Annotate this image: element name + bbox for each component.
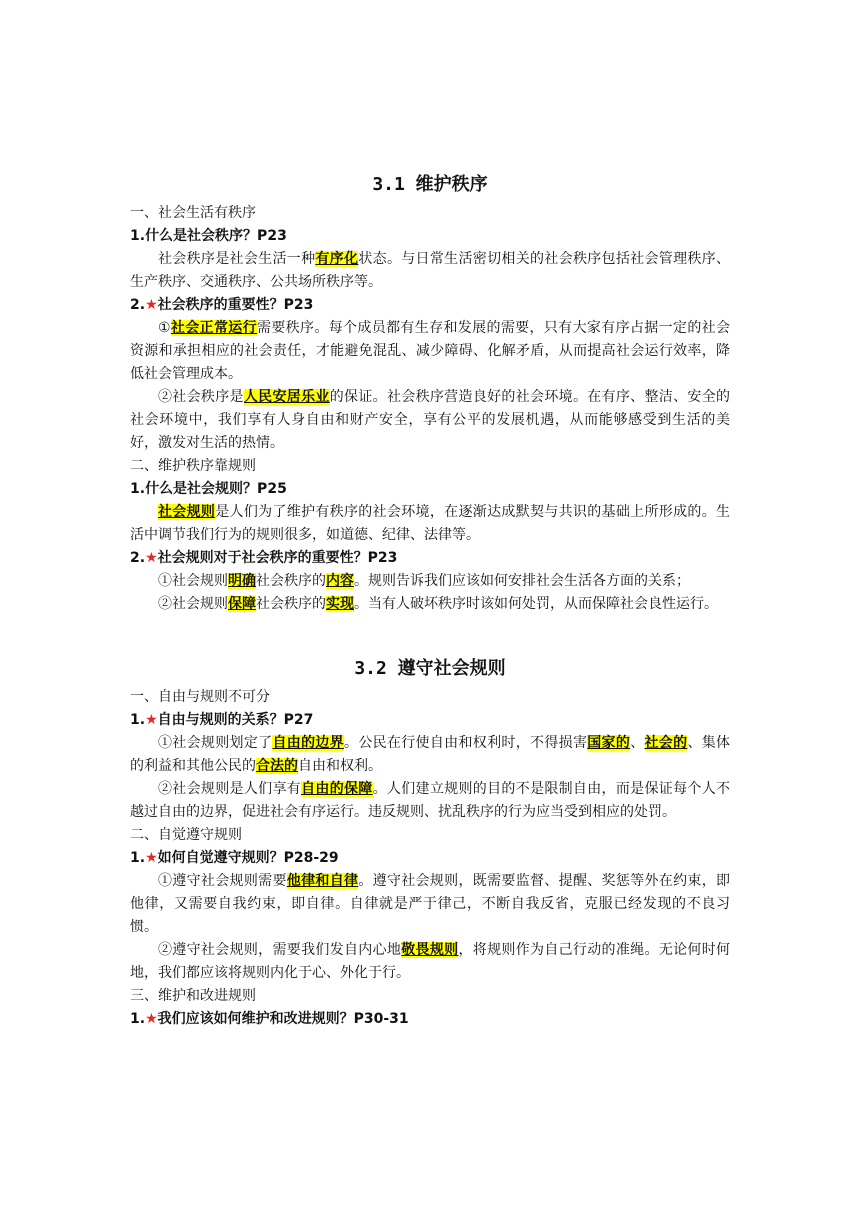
text-run: 。遵守社会规则，既需要监督、提醒、奖惩等外在约束，即他律，又需要自我约束，即自律。自律就是严于律己，不断自我反省，克服已经发现的不良习惯。 bbox=[130, 873, 731, 935]
star-icon: ★ bbox=[145, 550, 158, 566]
highlighted-keyword: 实现 bbox=[326, 596, 354, 612]
question-text: 如何自觉遵守规则？P28-29 bbox=[157, 850, 339, 866]
text-run: ②社会规则 bbox=[158, 596, 228, 612]
question-heading bbox=[130, 1008, 730, 1031]
document-page bbox=[130, 168, 730, 1031]
text-run: 。规则告诉我们应该如何安排社会生活各方面的关系； bbox=[354, 573, 690, 589]
answer-paragraph bbox=[130, 570, 730, 593]
question-number: 1. bbox=[130, 228, 146, 244]
text-run: ②社会规则是人们享有 bbox=[158, 781, 302, 797]
highlighted-keyword: 自由的保障 bbox=[301, 781, 373, 797]
star-icon: ★ bbox=[145, 850, 158, 866]
highlighted-keyword: 明确 bbox=[228, 573, 256, 589]
text-run: 社会秩序的 bbox=[256, 573, 326, 589]
highlighted-keyword: 敬畏规则 bbox=[401, 942, 459, 958]
text-run: ②社会秩序是 bbox=[158, 389, 244, 405]
text-run: 是人们为了维护有秩序的社会环境，在逐渐达成默契与共识的基础上所形成的。生活中调节我们行为的规则很多，如道德、纪律、法律等。 bbox=[130, 504, 731, 543]
section-heading: 二、自觉遵守规则 bbox=[130, 827, 242, 843]
question-heading bbox=[130, 547, 730, 570]
text-run: 需要秩序。每个成员都有生存和发展的需要，只有大家有序占据一定的社会资源和承担相应的社会责任，才能避免混乱、减少障碍、化解矛盾，从而提高社会运行效率，降低社会管理成本。 bbox=[130, 320, 731, 382]
question-text: 社会规则对于社会秩序的重要性？P23 bbox=[157, 550, 398, 566]
section-heading: 一、自由与规则不可分 bbox=[130, 689, 270, 705]
question-text: 社会秩序的重要性？P23 bbox=[157, 297, 314, 313]
text-run: 的保证。社会秩序营造良好的社会环境。在有序、整洁、安全的社会环境中，我们享有人身自由和财产安全，享有公平的发展机遇，从而能够感受到生活的美好，激发对生活的热情。 bbox=[130, 389, 731, 451]
highlighted-keyword: 合法的 bbox=[256, 758, 298, 774]
question-text: 什么是社会规则？P25 bbox=[145, 481, 287, 497]
text-run: 状态。与日常生活密切相关的社会秩序包括社会管理秩序、生产秩序、交通秩序、公共场所秩序等。 bbox=[130, 251, 731, 290]
section-heading: 二、维护秩序靠规则 bbox=[130, 458, 256, 474]
question-number: 1. bbox=[130, 712, 146, 728]
highlighted-keyword: 他律和自律 bbox=[286, 873, 359, 889]
highlighted-keyword: 内容 bbox=[326, 573, 354, 589]
text-run: ①社会规则 bbox=[158, 573, 228, 589]
question-heading bbox=[130, 225, 730, 248]
text-run: 。当有人破坏秩序时该如何处罚，从而保障社会良性运行。 bbox=[354, 596, 718, 612]
highlighted-keyword: 社会规则 bbox=[158, 504, 216, 520]
question-text: 什么是社会秩序？P23 bbox=[145, 228, 287, 244]
answer-paragraph bbox=[130, 870, 730, 939]
text-run: 自由和权利。 bbox=[298, 758, 382, 774]
text-run: 社会秩序的 bbox=[256, 596, 326, 612]
answer-paragraph bbox=[130, 732, 730, 778]
highlighted-keyword: 保障 bbox=[228, 596, 256, 612]
highlighted-keyword: 社会的 bbox=[644, 735, 688, 751]
highlighted-keyword: 有序化 bbox=[315, 251, 359, 267]
text-run: 、集体的利益和其他公民的 bbox=[130, 735, 731, 774]
text-run: ① bbox=[158, 320, 171, 336]
question-number: 1. bbox=[130, 1011, 146, 1027]
highlighted-keyword: 社会正常运行 bbox=[170, 320, 257, 336]
text-run: ①遵守社会规则需要 bbox=[158, 873, 287, 889]
star-icon: ★ bbox=[145, 297, 158, 313]
text-run: 、 bbox=[630, 735, 645, 751]
answer-paragraph bbox=[130, 317, 730, 386]
text-run: 。人们建立规则的目的不是限制自由，而是保证每个人不越过自由的边界，促进社会有序运行。违反规则、扰乱秩序的行为应当受到相应的处罚。 bbox=[130, 781, 731, 820]
section-heading: 一、社会生活有秩序 bbox=[130, 205, 256, 221]
text-run: 社会秩序是社会生活一种 bbox=[158, 251, 316, 267]
question-text: 自由与规则的关系？P27 bbox=[157, 712, 314, 728]
highlighted-keyword: 人民安居乐业 bbox=[243, 389, 330, 405]
question-text: 我们应该如何维护和改进规则？P30-31 bbox=[157, 1011, 409, 1027]
answer-paragraph bbox=[130, 501, 730, 547]
highlighted-keyword: 自由的边界 bbox=[272, 735, 345, 751]
question-heading bbox=[130, 709, 730, 732]
lesson-title: 3.2 遵守社会规则 bbox=[354, 658, 506, 679]
question-number: 2. bbox=[130, 550, 146, 566]
question-number: 1. bbox=[130, 481, 146, 497]
answer-paragraph bbox=[130, 386, 730, 455]
question-heading bbox=[130, 847, 730, 870]
answer-paragraph bbox=[130, 939, 730, 985]
star-icon: ★ bbox=[145, 712, 158, 728]
answer-paragraph bbox=[130, 248, 730, 294]
section-heading: 三、维护和改进规则 bbox=[130, 988, 256, 1004]
question-number: 1. bbox=[130, 850, 146, 866]
question-number: 2. bbox=[130, 297, 146, 313]
star-icon: ★ bbox=[145, 1011, 158, 1027]
lesson-title: 3.1 维护秩序 bbox=[372, 174, 488, 195]
text-run: ②遵守社会规则，需要我们发自内心地 bbox=[158, 942, 402, 958]
answer-paragraph bbox=[130, 778, 730, 824]
question-heading bbox=[130, 294, 730, 317]
text-run: ，将规则作为自己行动的准绳。无论何时何地，我们都应该将规则内化于心、外化于行。 bbox=[130, 942, 731, 981]
answer-paragraph bbox=[130, 593, 730, 616]
text-run: 。公民在行使自由和权利时，不得损害 bbox=[344, 735, 588, 751]
text-run: ①社会规则划定了 bbox=[158, 735, 273, 751]
highlighted-keyword: 国家的 bbox=[587, 735, 631, 751]
question-heading bbox=[130, 478, 730, 501]
